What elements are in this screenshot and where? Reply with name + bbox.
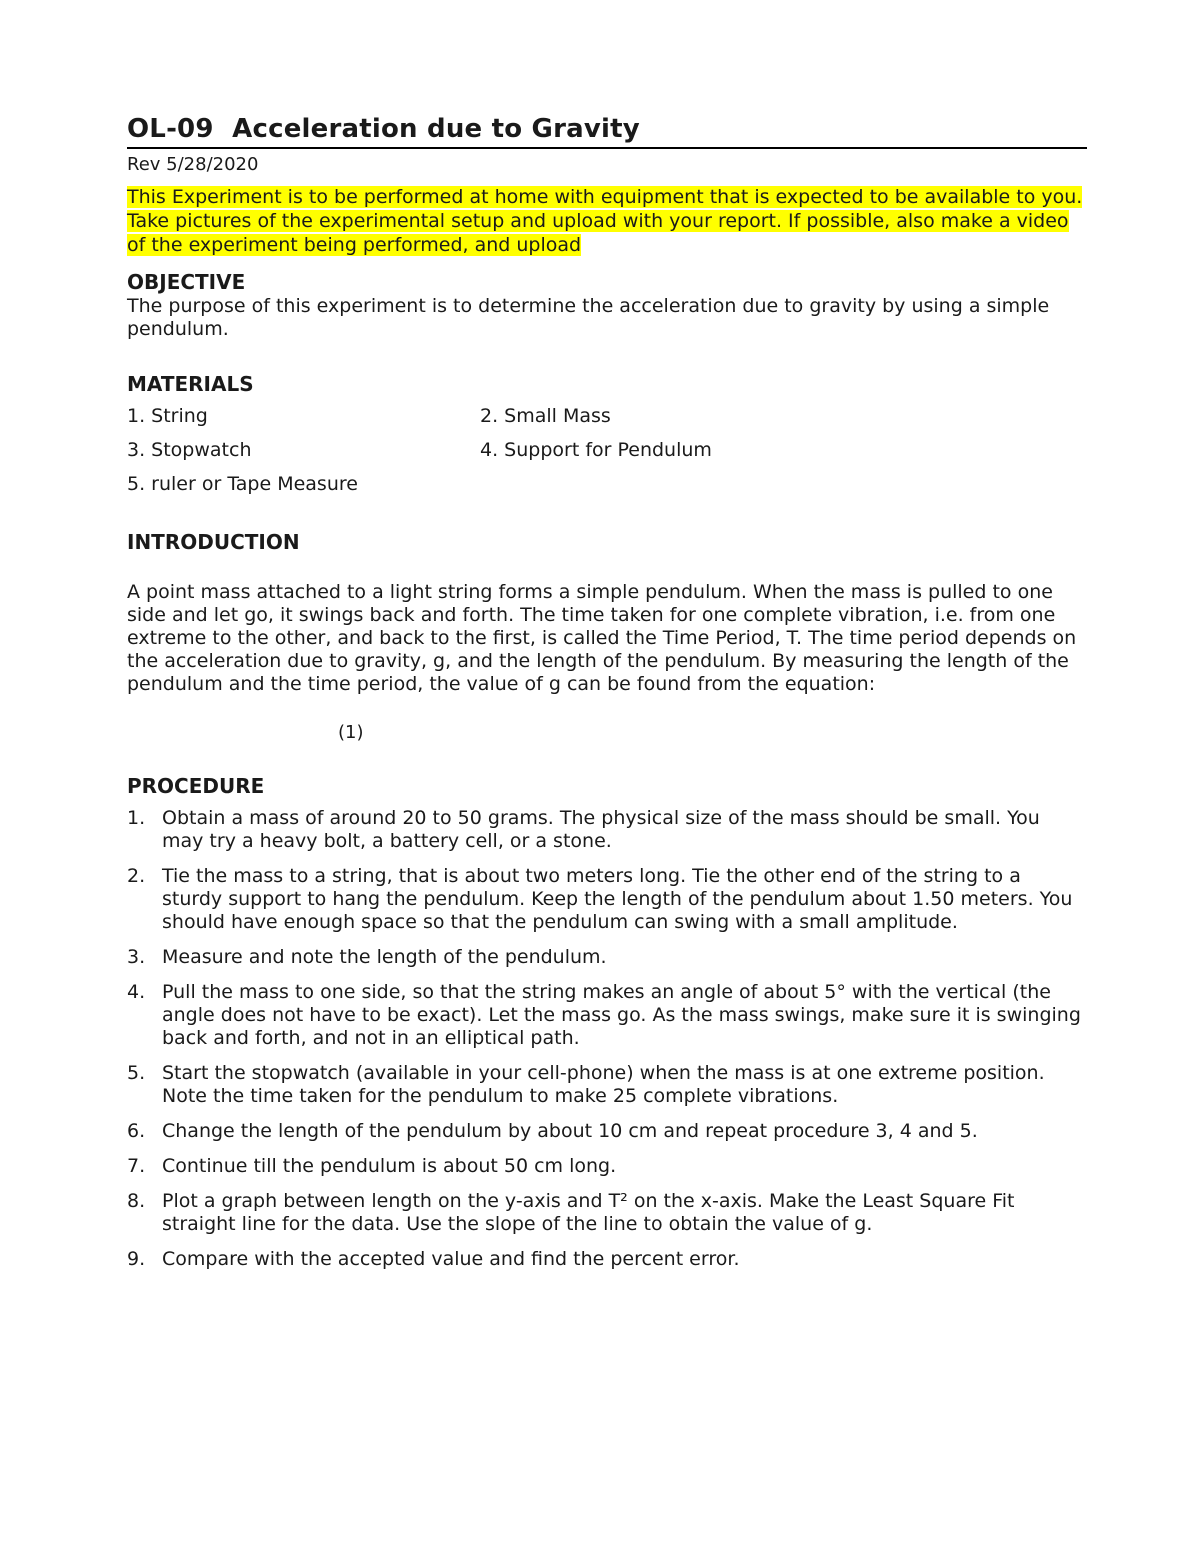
material-item: 2. Small Mass <box>480 405 611 427</box>
step-number: 8. <box>127 1190 146 1212</box>
objective-text: The purpose of this experiment is to determine the acceleration due to gravity by using a simple pendulum. <box>127 295 1050 340</box>
equation-number: (1) <box>338 722 364 743</box>
materials-section <box>127 371 1087 496</box>
step-text: Plot a graph between length on the y-axis and T² on the x-axis. Make the Least Square Fit straight line for the data. Use the slope of the line to obtain the value of g. <box>162 1190 1015 1235</box>
step-number: 6. <box>127 1120 146 1142</box>
step-text: Start the stopwatch (available in your cell-phone) when the mass is at one extreme position. Note the time taken for the pendulum to make 25 complete vibrations. <box>162 1062 1045 1107</box>
step-text: Change the length of the pendulum by about 10 cm and repeat procedure 3, 4 and 5. <box>162 1120 978 1142</box>
materials-list <box>127 405 1087 496</box>
introduction-heading: INTRODUCTION <box>127 530 300 554</box>
step-text: Continue till the pendulum is about 50 cm long. <box>162 1155 617 1177</box>
step-text: Obtain a mass of around 20 to 50 grams. The physical size of the mass should be small. You may try a heavy bolt, a battery cell, or a stone. <box>162 807 1040 852</box>
procedure-step <box>127 1155 1087 1178</box>
step-number: 4. <box>127 981 146 1003</box>
procedure-heading: PROCEDURE <box>127 774 265 798</box>
step-number: 1. <box>127 807 146 829</box>
step-text: Tie the mass to a string, that is about two meters long. Tie the other end of the string to a sturdy support to hang the pendulum. Keep the length of the pendulum about 1.50 meters. You should have enough space so that the pendulum can swing with a small amplitude. <box>162 865 1073 933</box>
introduction-text: A point mass attached to a light string forms a simple pendulum. When the mass is pulled to one side and let go, it swings back and forth. The time taken for one complete vibration, i.e. from one extreme to the other, and back to the first, is called the Time Period, T. The time period depends on the acceleration due to gravity, g, and the length of the pendulum. By measuring the length of the pendulum and the time period, the value of g can be found from the equation: <box>127 581 1077 695</box>
procedure-step <box>127 946 1087 969</box>
introduction-section <box>127 529 1087 745</box>
objective-section <box>127 269 1087 341</box>
procedure-step <box>127 865 1087 934</box>
procedure-step <box>127 1120 1087 1143</box>
procedure-steps <box>127 807 1087 1271</box>
step-text: Compare with the accepted value and find the percent error. <box>162 1248 740 1270</box>
step-number: 5. <box>127 1062 146 1084</box>
revision-date: Rev 5/28/2020 <box>127 154 259 175</box>
document-title: OL-09 Acceleration due to Gravity <box>127 112 1087 149</box>
materials-heading: MATERIALS <box>127 372 254 396</box>
procedure-step <box>127 807 1087 853</box>
procedure-step <box>127 1190 1087 1236</box>
step-number: 9. <box>127 1248 146 1270</box>
highlighted-note <box>127 185 1087 257</box>
material-item: 5. ruler or Tape Measure <box>127 473 358 495</box>
material-item: 1. String <box>127 405 208 427</box>
step-number: 7. <box>127 1155 146 1177</box>
highlighted-note-text: This Experiment is to be performed at home with equipment that is expected to be available to you. Take pictures of the experimental setup and upload with your report. If possible, also make a video of the experiment being performed, and upload <box>127 186 1083 256</box>
procedure-section <box>127 773 1087 1271</box>
procedure-step <box>127 1248 1087 1271</box>
step-number: 3. <box>127 946 146 968</box>
material-item: 4. Support for Pendulum <box>480 439 712 461</box>
equation-line <box>127 721 1087 745</box>
objective-heading: OBJECTIVE <box>127 270 246 294</box>
step-number: 2. <box>127 865 146 887</box>
material-item: 3. Stopwatch <box>127 439 252 461</box>
document-page <box>127 112 1087 1283</box>
procedure-step <box>127 981 1087 1050</box>
procedure-step <box>127 1062 1087 1108</box>
step-text: Measure and note the length of the pendulum. <box>162 946 607 968</box>
step-text: Pull the mass to one side, so that the string makes an angle of about 5° with the vertical (the angle does not have to be exact). Let the mass go. As the mass swings, make sure it is swinging back and forth, and not in an elliptical path. <box>162 981 1081 1049</box>
